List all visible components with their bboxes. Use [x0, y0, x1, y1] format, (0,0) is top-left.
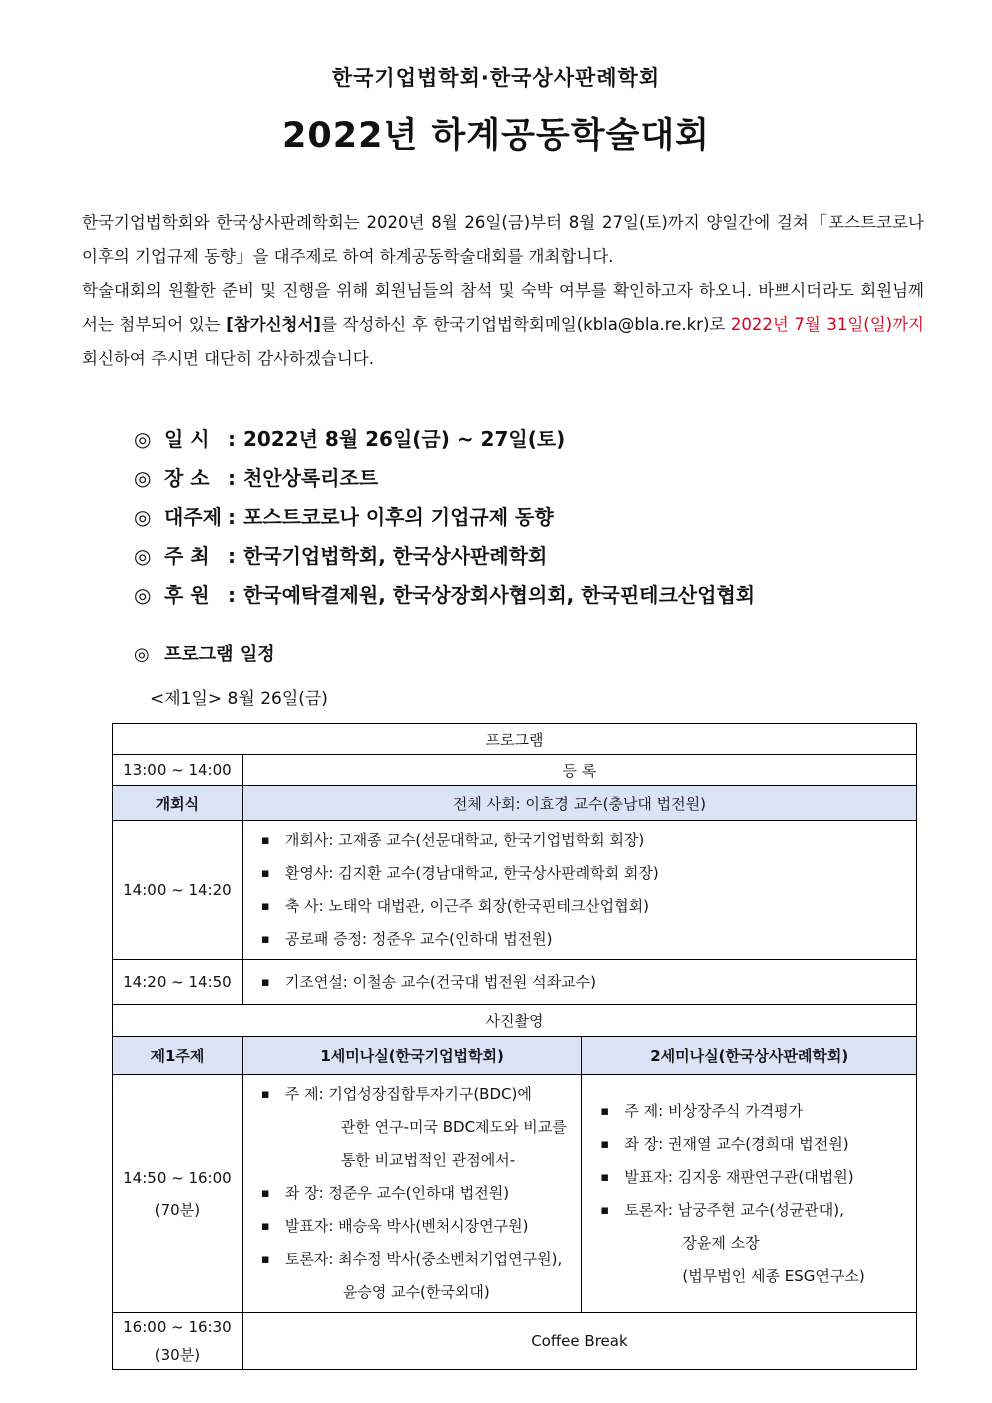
- coffee-break: Coffee Break: [242, 1313, 916, 1370]
- opening-items: [242, 821, 916, 960]
- info-value: : 한국기업법학회, 한국상사판례학회: [228, 544, 548, 568]
- discussant-line: 장윤제 소장: [682, 1233, 760, 1252]
- circle-marker-icon: ◎: [134, 644, 150, 665]
- info-date: [134, 420, 924, 459]
- info-sponsor: [134, 576, 924, 615]
- intro-text-c: 회신하여 주시면 대단히 감사하겠습니다.: [82, 349, 374, 368]
- info-label: 일 시: [164, 427, 210, 451]
- time-cell: 13:00 ~ 14:00: [113, 755, 243, 786]
- info-host: [134, 537, 924, 576]
- room2-header: 2세미나실(한국상사판례학회): [582, 1037, 917, 1075]
- list-item: [257, 1243, 574, 1309]
- table-row: [113, 821, 917, 960]
- info-venue: [134, 459, 924, 498]
- table-header: 프로그램: [113, 724, 917, 755]
- info-label: 대주제: [164, 505, 222, 529]
- intro-paragraph-1: 한국기업법학회와 한국상사판례학회는 2020년 8월 26일(금)부터 8월 27일(토)까지 양일간에 걸쳐「포스트코로나 이후의 기업규제 동향」을 대주제로 하여 하계공동학술대회를 개최합니다.: [82, 213, 924, 266]
- table-row: [113, 724, 917, 755]
- info-value: : 천안상록리조트: [228, 466, 379, 490]
- info-label: 장 소: [164, 466, 210, 490]
- theme-line: 통한 비교법적인 관점에서-: [340, 1151, 516, 1169]
- intro-text-b: 를 작성하신 후 한국기업법학회메일(kbla@bla.re.kr)로: [320, 315, 731, 334]
- topic-label: 제1주제: [113, 1037, 243, 1075]
- day-label: <제1일> 8월 26일(금): [150, 689, 328, 709]
- list-item: ▪ 공로패 증정: 정준우 교수(인하대 법전원): [257, 923, 908, 956]
- room2-session: [582, 1075, 917, 1313]
- list-item: ▪ 좌 장: 정준우 교수(인하대 법전원): [257, 1177, 574, 1210]
- break-time: 16:00 ~ 16:30: [123, 1318, 232, 1336]
- photo-session: 사진촬영: [113, 1005, 917, 1037]
- time-cell: 14:20 ~ 14:50: [113, 960, 243, 1005]
- keynote-cell: [242, 960, 916, 1005]
- info-theme: [134, 498, 924, 537]
- list-item: ▪ 축 사: 노태악 대법관, 이근주 회장(한국핀테크산업협회): [257, 890, 908, 923]
- discussant-line: 토론자: 남궁주현 교수(성균관대),: [624, 1200, 844, 1219]
- theme-line: 주 제: 기업성장집합투자기구(BDC)에: [284, 1085, 532, 1103]
- time-cell: 14:00 ~ 14:20: [113, 821, 243, 960]
- circle-marker-icon: ◎: [134, 505, 152, 529]
- event-info-list: [134, 420, 924, 615]
- list-item: ▪ 좌 장: 권재열 교수(경희대 법전원): [596, 1128, 908, 1161]
- session-time-cell: [113, 1075, 243, 1313]
- list-item: ▪ 발표자: 배승욱 박사(벤처시장연구원): [257, 1210, 574, 1243]
- intro-text-a: 학술대회의 원활한 준비 및 진행을 위해 회원님들의 참석 및 숙박 여부를 확인하고자 하오니. 바쁘시더라도 회원님께서는 첨부되어 있는: [82, 281, 924, 334]
- intro-paragraph-2: [72, 274, 924, 376]
- discussant-line: 윤승영 교수(한국외대): [342, 1283, 490, 1301]
- room1-session: [242, 1075, 582, 1313]
- table-row: [113, 1005, 917, 1037]
- schedule-table: [112, 723, 917, 1370]
- list-item: [596, 1194, 908, 1293]
- break-duration: (30분): [154, 1346, 201, 1364]
- organizer-subtitle: 한국기업법학회·한국상사판례학회: [331, 66, 661, 90]
- circle-marker-icon: ◎: [134, 466, 152, 490]
- session-time: 14:50 ~ 16:00: [123, 1168, 232, 1187]
- discussant-line: 토론자: 최수정 박사(중소벤처기업연구원),: [284, 1250, 563, 1268]
- table-row: [113, 786, 917, 821]
- info-value: : 2022년 8월 26일(금) ~ 27일(토): [228, 427, 566, 451]
- circle-marker-icon: ◎: [134, 544, 152, 568]
- list-item: ▪ 주 제: 비상장주식 가격평가: [596, 1095, 908, 1128]
- list-item: ▪ 발표자: 김지웅 재판연구관(대법원): [596, 1161, 908, 1194]
- list-item: ▪ 환영사: 김지환 교수(경남대학교, 한국상사판례학회 회장): [257, 857, 908, 890]
- opening-mc: 전체 사회: 이효경 교수(충남대 법전원): [242, 786, 916, 821]
- program-heading: [134, 640, 275, 666]
- program-heading-text: 프로그램 일정: [164, 644, 275, 665]
- registration-cell: 등 록: [242, 755, 916, 786]
- info-value: : 한국예탁결제원, 한국상장회사협의회, 한국핀테크산업협회: [228, 583, 756, 607]
- info-value: : 포스트코로나 이후의 기업규제 동향: [228, 505, 554, 529]
- table-row: [113, 755, 917, 786]
- table-row: [113, 1075, 917, 1313]
- circle-marker-icon: ◎: [134, 427, 152, 451]
- room1-header: 1세미나실(한국기업법학회): [242, 1037, 582, 1075]
- list-item: ▪ 기조연설: 이철송 교수(건국대 법전원 석좌교수): [257, 966, 908, 999]
- list-item: ▪ 개회사: 고재종 교수(선문대학교, 한국기업법학회 회장): [257, 824, 908, 857]
- table-row: [113, 1037, 917, 1075]
- intro-text: [72, 206, 924, 376]
- opening-label: 개회식: [113, 786, 243, 821]
- info-label: 주 최: [164, 544, 210, 568]
- circle-marker-icon: ◎: [134, 583, 152, 607]
- application-form-ref: [참가신청서]: [226, 315, 321, 334]
- reply-deadline: 2022년 7월 31일(일)까지: [730, 315, 924, 334]
- table-row: [113, 960, 917, 1005]
- table-row: [113, 1313, 917, 1370]
- info-label: 후 원: [164, 583, 210, 607]
- session-duration: (70분): [154, 1200, 201, 1219]
- break-time-cell: [113, 1313, 243, 1370]
- page-title: 2022년 하계공동학술대회: [282, 116, 710, 156]
- discussant-line: (법무법인 세종 ESG연구소): [682, 1266, 865, 1285]
- theme-line: 관한 연구-미국 BDC제도와 비교를: [340, 1118, 567, 1136]
- list-item: [257, 1078, 574, 1177]
